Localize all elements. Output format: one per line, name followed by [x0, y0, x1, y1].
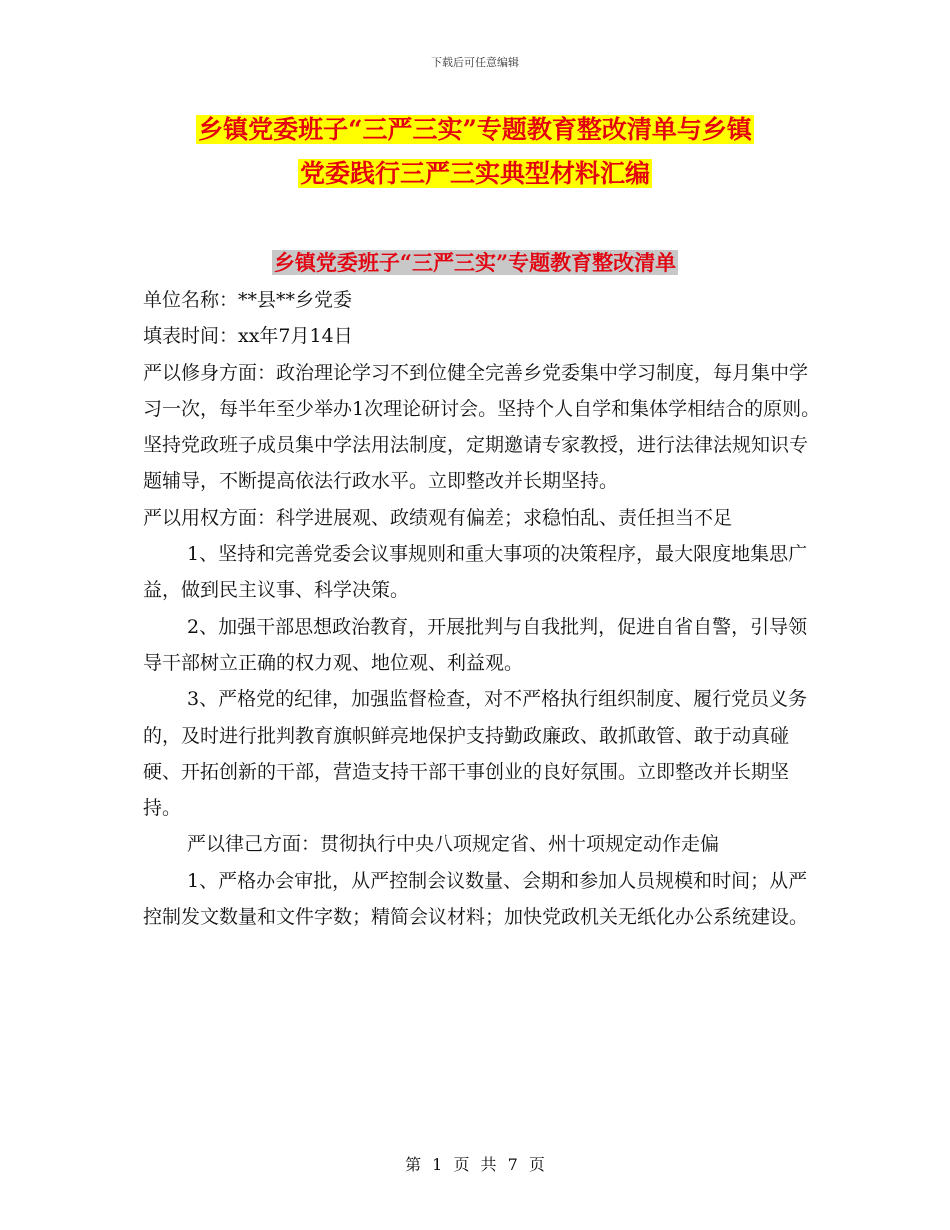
paragraph-item-2: 2、加强干部思想政治教育，开展批判与自我批判，促进自省自警，引导领导干部树立正确的权力观、地位观、利益观。 [143, 615, 808, 674]
document-title-line-1 [0, 111, 950, 149]
paragraph-power-use: 严以用权方面：科学进展观、政绩观有偏差；求稳怕乱、责任担当不足 [143, 506, 733, 529]
page-footer: 第 1 页 共 7 页 [405, 1155, 545, 1174]
paragraph-item-3: 3、严格党的纪律，加强监督检查，对不严格执行组织制度、履行党员义务的，及时进行批判教育旗帜鲜亮地保护支持勤政廉政、敢抓敢管、敢于动真碰硬、开拓创新的干部，营造支持干部干事创业的良好氛围。立即整改并长期坚持。 [143, 688, 808, 820]
document-body [143, 282, 823, 935]
title-line-1-text: 乡镇党委班子“三严三实”专题教育整改清单与乡镇 [198, 115, 752, 144]
fill-date-line: 填表时间：xx年7月14日 [143, 325, 353, 348]
paragraph-self-discipline: 严以律己方面：贯彻执行中央八项规定省、州十项规定动作走偏 [187, 833, 720, 856]
document-title-line-2 [0, 155, 950, 193]
paragraph-item-1: 1、坚持和完善党委会议事规则和重大事项的决策程序，最大限度地集思广益，做到民主议事、科学决策。 [143, 543, 808, 602]
unit-name-line: 单位名称：**县**乡党委 [143, 289, 353, 311]
header-note: 下载后可任意编辑 [431, 56, 519, 69]
section-subtitle [0, 246, 950, 280]
section-subtitle-text: 乡镇党委班子“三严三实”专题教育整改清单 [273, 250, 677, 275]
title-line-2-text: 党委践行三严三实典型材料汇编 [299, 159, 650, 188]
paragraph-discipline-item-1: 1、严格办会审批，从严控制会议数量、会期和参加人员规模和时间；从严控制发文数量和文件字数；精简会议材料；加快党政机关无纸化办公系统建设。 [143, 869, 809, 929]
paragraph-self-cultivation: 严以修身方面：政治理论学习不到位健全完善乡党委集中学习制度，每月集中学习一次，每半年至少举办1次理论研讨会。坚持个人自学和集体学相结合的原则。坚持党政班子成员集中学法用法制度，定期邀请专家教授，进行法律法规知识专题辅导，不断提高依法行政水平。立即整改并长期坚持。 [143, 361, 821, 493]
